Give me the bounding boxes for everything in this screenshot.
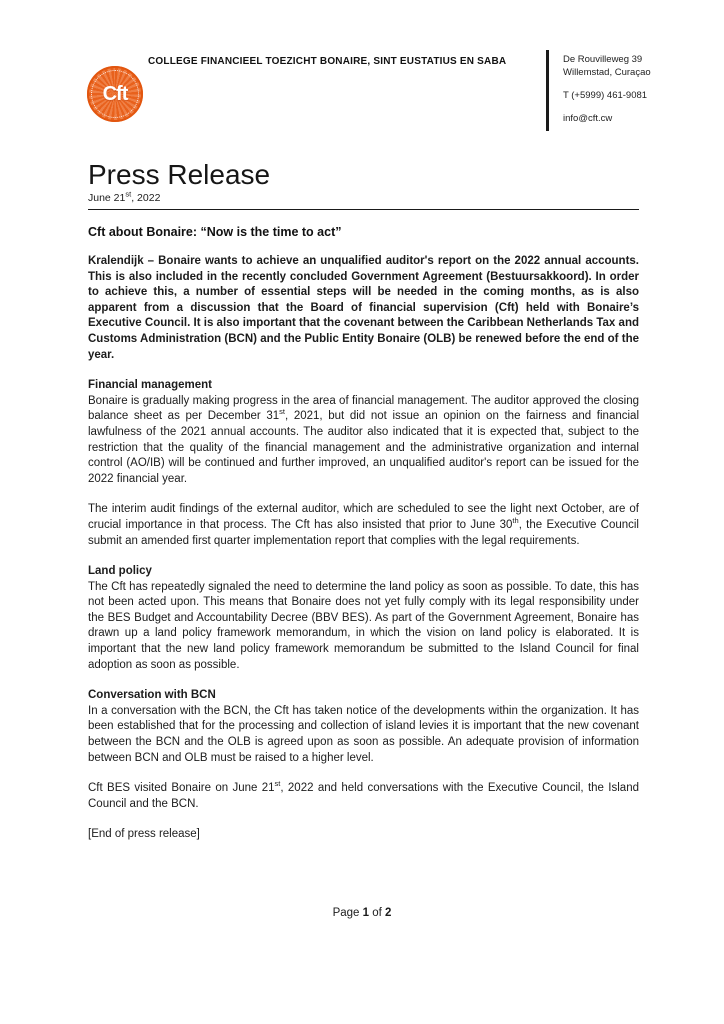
text-segment: Kralendijk – Bonaire wants to achieve an unqualified auditor's report on the 2022 annual accounts. This is also included in the recently concluded Government Agreement (Bestuursakkoord). In order to achieve this, a number of essential steps will be needed in the coming months, as is also apparent from a discussion that the Board of financial supervision (Cft) held with Bonaire’s Executive Council. It is also important that the covenant between the Caribbean Netherlands Tax and Customs Administration (BCN) and the Public Entity Bonaire (OLB) be renewed before the end of the year. bbox=[88, 255, 639, 361]
paragraph bbox=[88, 580, 639, 674]
superscript: st bbox=[125, 189, 132, 199]
cft-logo bbox=[87, 66, 143, 122]
document bbox=[88, 160, 639, 843]
text-segment: , 2022 bbox=[131, 192, 161, 204]
text-segment: Bonaire is gradually making progress in the area of financial management. The auditor approved the closing balance sheet as per December 31 bbox=[88, 394, 639, 423]
document-title: Press Release bbox=[88, 159, 271, 190]
address-city: Willemstad, Curaçao bbox=[563, 67, 651, 78]
paragraph bbox=[88, 394, 639, 488]
text-segment: In a conversation with the BCN, the Cft has taken notice of the developments within the organization. It has been established that for the processing and collection of island levies it is important that the new covenant between the BCN and the OLB is agreed upon as soon as possible. An adequate provision of information between BCN and OLB must be raised to a higher level. bbox=[88, 704, 639, 764]
address-spacer bbox=[563, 102, 651, 112]
text-segment: , 2021, but did not issue an opinion on the fairness and financial lawfulness of the 2021 annual accounts. The auditor also indicated that it is expected that, subject to the restriction that the quality of the financial management and the administrative organization and internal control (AO/IB) will be continued and further improved, an unqualified auditor's report can be issued for the 2022 financial year. bbox=[88, 410, 639, 485]
section-heading: Land policy bbox=[88, 565, 152, 578]
text-segment: 2 bbox=[385, 907, 392, 919]
document-section bbox=[88, 564, 639, 673]
address-phone: T (+5999) 461-9081 bbox=[563, 90, 648, 101]
text-segment: The Cft has repeatedly signaled the need to determine the land policy as soon as possible. To date, this has not been acted upon. This means that Bonaire does not yet fully comply with its legal responsibility under the BES Budget and Accountability Decree (BBV BES). As part of the Government Agreement, Bonaire has drawn up a land policy framework memorandum, in which the vision on land policy is elaborated. It is important that the new land policy framework memorandum be submitted to the Island Council for final adoption as soon as possible. bbox=[88, 580, 639, 671]
paragraph bbox=[88, 781, 639, 812]
superscript: st bbox=[274, 779, 281, 789]
address-email: info@cft.cw bbox=[563, 113, 613, 124]
page-number bbox=[0, 907, 724, 919]
organization-title: COLLEGE FINANCIEEL TOEZICHT BONAIRE, SINT EUSTATIUS EN SABA bbox=[148, 56, 507, 67]
text-segment: June 21 bbox=[88, 192, 126, 204]
document-headline: Cft about Bonaire: “Now is the time to act” bbox=[88, 225, 342, 239]
address-spacer bbox=[563, 79, 651, 89]
document-section bbox=[88, 378, 639, 549]
paragraph bbox=[88, 704, 639, 766]
text-segment: Page bbox=[332, 907, 363, 919]
text-segment: The interim audit findings of the external auditor, which are scheduled to see the light next October, are of crucial importance in that process. The Cft has also insisted that prior to June 30 bbox=[88, 503, 639, 531]
address-block bbox=[563, 53, 651, 125]
text-segment: 1 bbox=[362, 907, 370, 919]
superscript: th bbox=[512, 516, 519, 526]
cft-logo-text: Cft bbox=[102, 82, 128, 105]
title-rule bbox=[88, 209, 639, 210]
paragraph bbox=[88, 827, 639, 843]
document-section bbox=[88, 688, 639, 812]
superscript: st bbox=[279, 407, 286, 417]
address-street: De Rouvilleweg 39 bbox=[563, 54, 643, 65]
text-segment: [End of press release] bbox=[88, 828, 200, 841]
paragraph bbox=[88, 502, 639, 549]
text-segment: , 2022 and held conversations with the Executive Council, the Island Council and the BCN. bbox=[88, 782, 639, 810]
text-segment: of bbox=[369, 907, 386, 919]
paragraph bbox=[88, 254, 639, 363]
document-section bbox=[88, 254, 639, 363]
section-heading: Conversation with BCN bbox=[88, 689, 216, 702]
text-segment: Cft BES visited Bonaire on June 21 bbox=[88, 782, 275, 795]
header-divider bbox=[546, 50, 549, 131]
text-segment: , the Executive Council submit an amended first quarter implementation report that complies with the legal requirements. bbox=[88, 518, 639, 547]
document-date bbox=[88, 189, 639, 204]
document-body bbox=[88, 254, 639, 843]
section-heading: Financial management bbox=[88, 379, 212, 392]
document-section bbox=[88, 827, 639, 843]
